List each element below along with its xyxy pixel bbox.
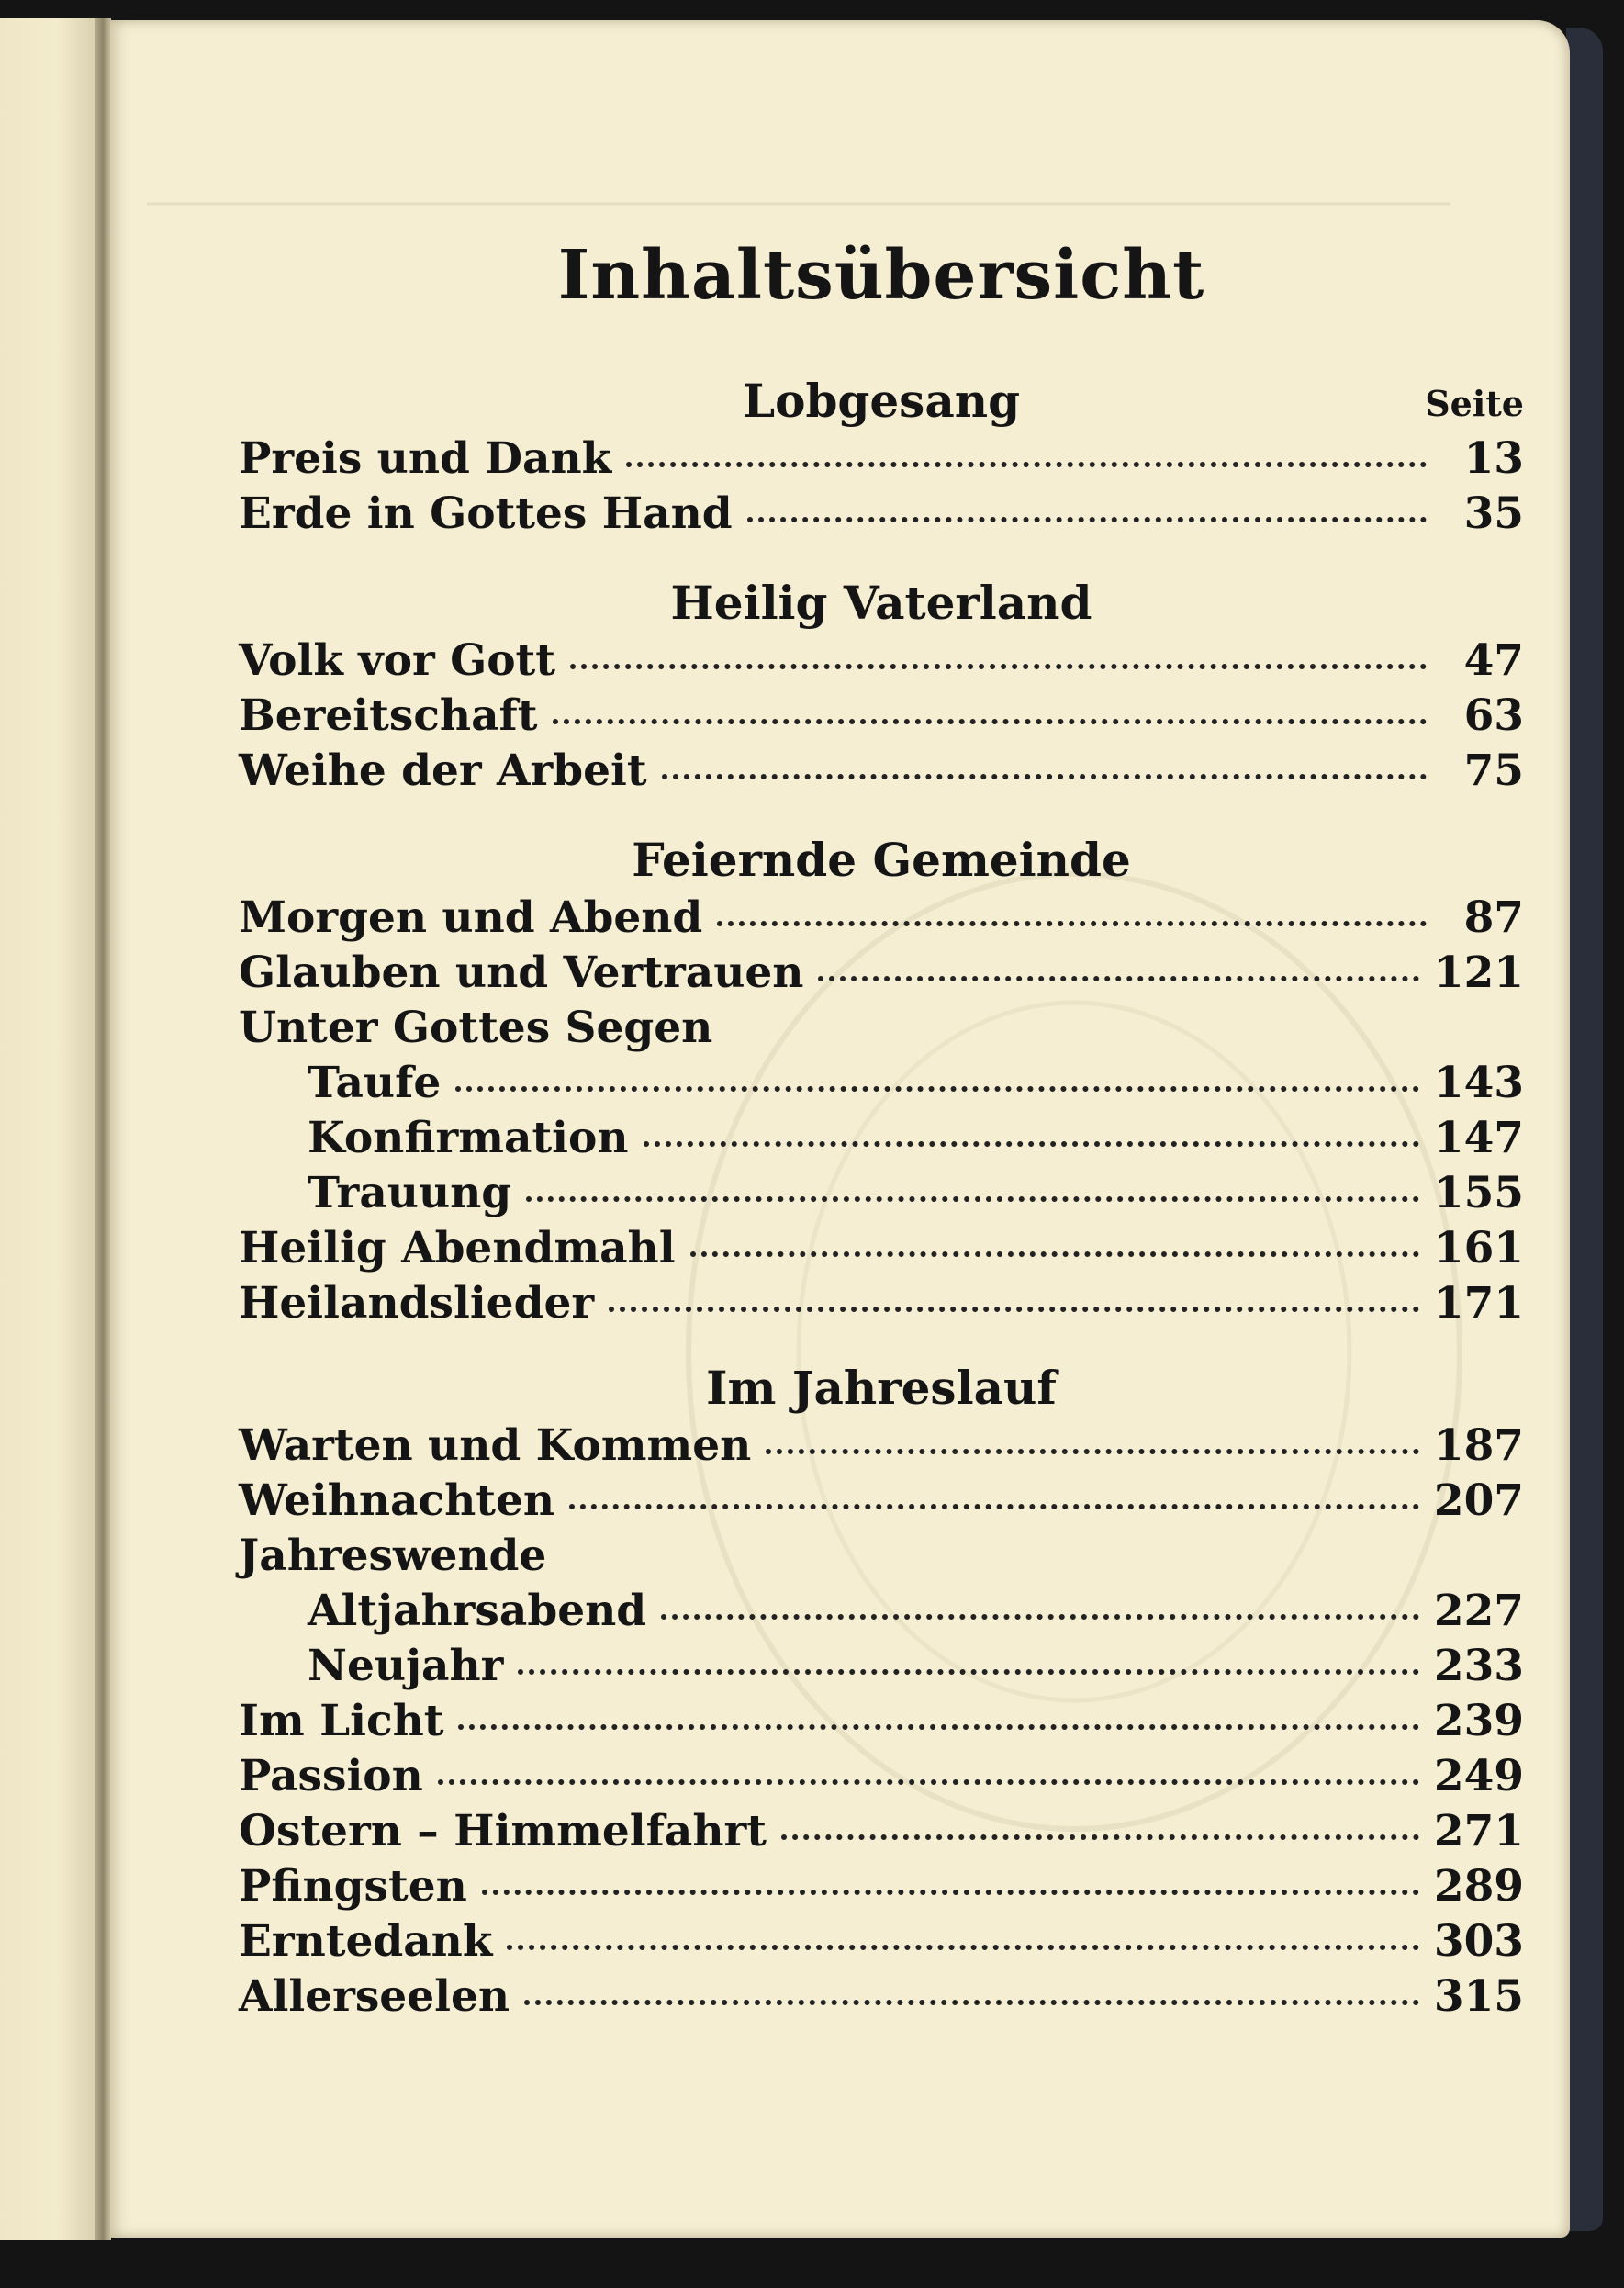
entry-page: 239 [1433, 1696, 1524, 1746]
entry-label: Heilandslieder [239, 1278, 595, 1329]
dot-leader [438, 1779, 1419, 1785]
table-of-contents-page [110, 20, 1570, 2238]
toc-entry [239, 1278, 1524, 1333]
toc-entry [308, 1586, 1524, 1641]
toc-entry [239, 1696, 1524, 1751]
entry-label: Volk vor Gott [239, 635, 555, 686]
dot-leader [717, 921, 1427, 926]
dot-leader [662, 774, 1427, 779]
dot-leader [626, 462, 1427, 467]
dot-leader [455, 1086, 1419, 1092]
entry-page: 35 [1463, 488, 1524, 539]
entry-page: 147 [1433, 1113, 1524, 1163]
entry-label: Heilig Abendmahl [239, 1223, 676, 1273]
toc-entry [239, 948, 1524, 1003]
entry-label: Morgen und Abend [239, 892, 703, 943]
entry-label: Erntedank [239, 1916, 493, 1967]
entry-label: Preis und Dank [239, 433, 612, 484]
entry-label: Erde in Gottes Hand [239, 488, 733, 539]
toc-entry [239, 1861, 1524, 1916]
dot-leader [747, 517, 1427, 522]
dot-leader [526, 1196, 1419, 1202]
page-title: Inhaltsübersicht [557, 236, 1205, 315]
left-page-edge [0, 18, 96, 2240]
toc-entry [308, 1058, 1524, 1113]
entry-page: 63 [1463, 690, 1524, 741]
entry-page: 303 [1433, 1916, 1524, 1967]
entry-label: Jahreswende [239, 1531, 547, 1581]
toc-entry [308, 1113, 1524, 1168]
dot-leader [609, 1307, 1419, 1312]
entry-label: Bereitschaft [239, 690, 538, 741]
entry-label: Glauben und Vertrauen [239, 948, 804, 998]
entry-page: 271 [1433, 1806, 1524, 1856]
toc-entry [239, 433, 1524, 488]
toc-entry [308, 1168, 1524, 1223]
toc-content [239, 20, 1524, 2238]
entry-label: Altjahrsabend [308, 1586, 647, 1636]
entry-page: 315 [1433, 1971, 1524, 2022]
toc-entry [239, 635, 1524, 690]
entry-label: Neujahr [308, 1641, 504, 1691]
book-spine [95, 18, 111, 2240]
entry-label: Taufe [308, 1058, 442, 1108]
entry-page: 233 [1433, 1641, 1524, 1691]
entry-page: 87 [1463, 892, 1524, 943]
toc-entry [308, 1641, 1524, 1696]
page-column-header: Seite [1425, 383, 1524, 424]
toc-entry [239, 690, 1524, 746]
dot-leader [766, 1449, 1419, 1454]
entry-page: 249 [1433, 1751, 1524, 1801]
book-cover-edge [1566, 28, 1603, 2231]
entry-page: 187 [1433, 1420, 1524, 1471]
section-heading: Feiernde Gemeinde [632, 833, 1131, 887]
section-heading: Im Jahreslauf [706, 1361, 1057, 1415]
dot-leader [569, 1504, 1419, 1509]
entry-label: Weihe der Arbeit [239, 746, 647, 796]
entry-label: Weihnachten [239, 1475, 555, 1526]
entry-page: 155 [1433, 1168, 1524, 1218]
entry-label: Passion [239, 1751, 423, 1801]
entry-label: Unter Gottes Segen [239, 1003, 713, 1053]
entry-label: Ostern – Himmelfahrt [239, 1806, 767, 1856]
entry-page: 207 [1433, 1475, 1524, 1526]
dot-leader [690, 1251, 1419, 1257]
entry-label: Pfingsten [239, 1861, 467, 1912]
section-heading: Lobgesang [742, 374, 1021, 428]
entry-page: 161 [1433, 1223, 1524, 1273]
toc-entry [239, 1916, 1524, 1971]
toc-entry [239, 746, 1524, 801]
dot-leader [570, 664, 1427, 669]
toc-subgroup [239, 1531, 1524, 1586]
toc-entry [239, 1223, 1524, 1278]
toc-entry [239, 1806, 1524, 1861]
entry-label: Allerseelen [239, 1971, 510, 2022]
entry-label: Konfirmation [308, 1113, 629, 1163]
toc-entry [239, 1751, 1524, 1806]
entry-page: 289 [1433, 1861, 1524, 1912]
entry-page: 227 [1433, 1586, 1524, 1636]
toc-subgroup [239, 1003, 1524, 1058]
dot-leader [518, 1669, 1418, 1675]
entry-label: Im Licht [239, 1696, 444, 1746]
toc-entry [239, 488, 1524, 544]
entry-page: 13 [1463, 433, 1524, 484]
dot-leader [524, 2000, 1419, 2005]
entry-label: Warten und Kommen [239, 1420, 752, 1471]
entry-page: 75 [1463, 746, 1524, 796]
entry-page: 171 [1433, 1278, 1524, 1329]
entry-page: 143 [1433, 1058, 1524, 1108]
dot-leader [507, 1945, 1418, 1950]
dot-leader [644, 1141, 1419, 1147]
dot-leader [661, 1614, 1419, 1620]
toc-entry [239, 1971, 1524, 2026]
section-heading: Heilig Vaterland [670, 576, 1092, 630]
dot-leader [818, 976, 1418, 981]
dot-leader [553, 719, 1428, 724]
dot-leader [482, 1890, 1419, 1895]
toc-entry [239, 892, 1524, 948]
entry-label: Trauung [308, 1168, 512, 1218]
toc-entry [239, 1475, 1524, 1531]
toc-entry [239, 1420, 1524, 1475]
entry-page: 121 [1433, 948, 1524, 998]
dot-leader [458, 1724, 1418, 1730]
dot-leader [781, 1834, 1419, 1840]
entry-page: 47 [1463, 635, 1524, 686]
